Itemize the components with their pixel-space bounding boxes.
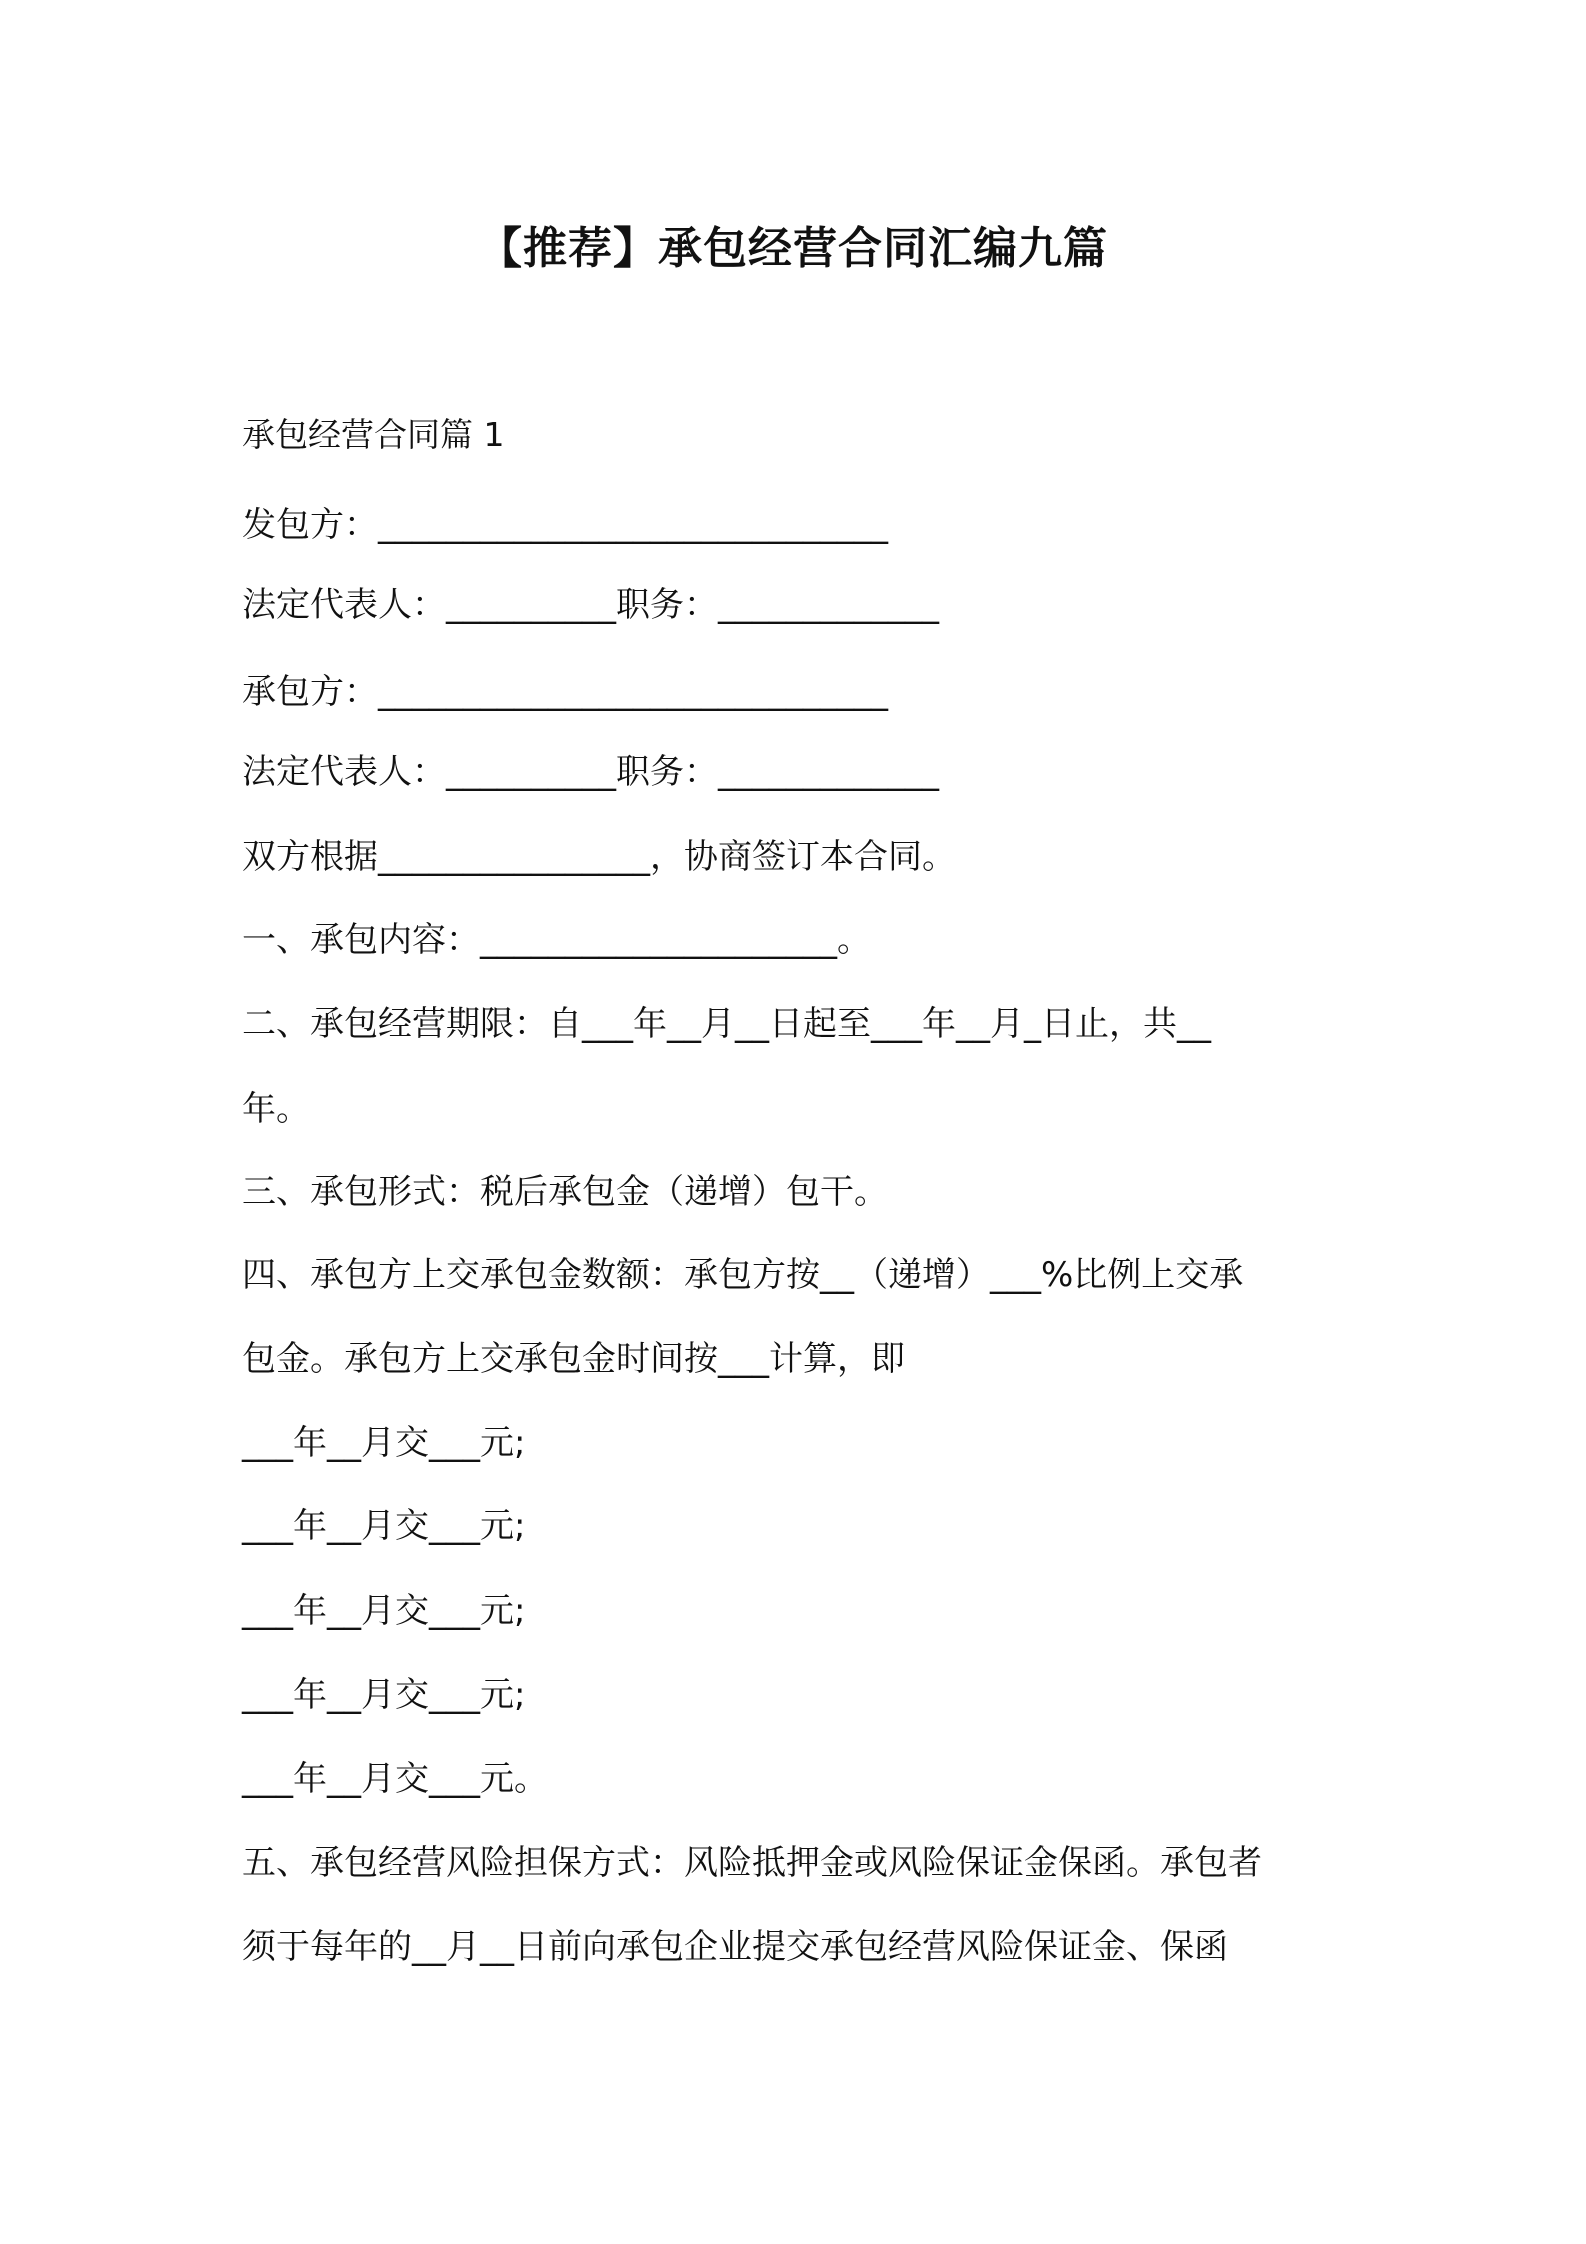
contract-line: ___年__月交___元;	[242, 1423, 526, 1463]
contract-line: 法定代表人：__________职务：_____________	[242, 752, 939, 792]
contract-line: 年。	[242, 1089, 310, 1129]
section-heading: 承包经营合同篇 1	[242, 415, 505, 454]
contract-line: 承包方：______________________________	[242, 672, 888, 712]
contract-line: 包金。承包方上交承包金时间按___计算，即	[242, 1339, 905, 1379]
contract-line: 须于每年的__月__日前向承包企业提交承包经营风险保证金、保函	[242, 1927, 1228, 1967]
contract-line: 四、承包方上交承包金数额：承包方按__（递增）___%比例上交承	[242, 1255, 1244, 1295]
contract-line: 发包方：______________________________	[242, 505, 888, 545]
contract-line: ___年__月交___元;	[242, 1506, 526, 1546]
contract-line: ___年__月交___元;	[242, 1591, 526, 1631]
contract-line: ___年__月交___元;	[242, 1675, 526, 1715]
document-title: 【推荐】承包经营合同汇编九篇	[478, 223, 1108, 274]
contract-line: 二、承包经营期限：自___年__月__日起至___年__月_日止，共__	[242, 1004, 1211, 1044]
contract-line: 法定代表人：__________职务：_____________	[242, 585, 939, 625]
contract-line: 三、承包形式：税后承包金（递增）包干。	[242, 1172, 888, 1212]
contract-line: 五、承包经营风险担保方式：风险抵押金或风险保证金保函。承包者	[242, 1843, 1262, 1883]
contract-line: ___年__月交___元。	[242, 1759, 548, 1799]
contract-line: 双方根据________________，协商签订本合同。	[242, 837, 956, 877]
contract-line: 一、承包内容：_____________________。	[242, 920, 871, 960]
